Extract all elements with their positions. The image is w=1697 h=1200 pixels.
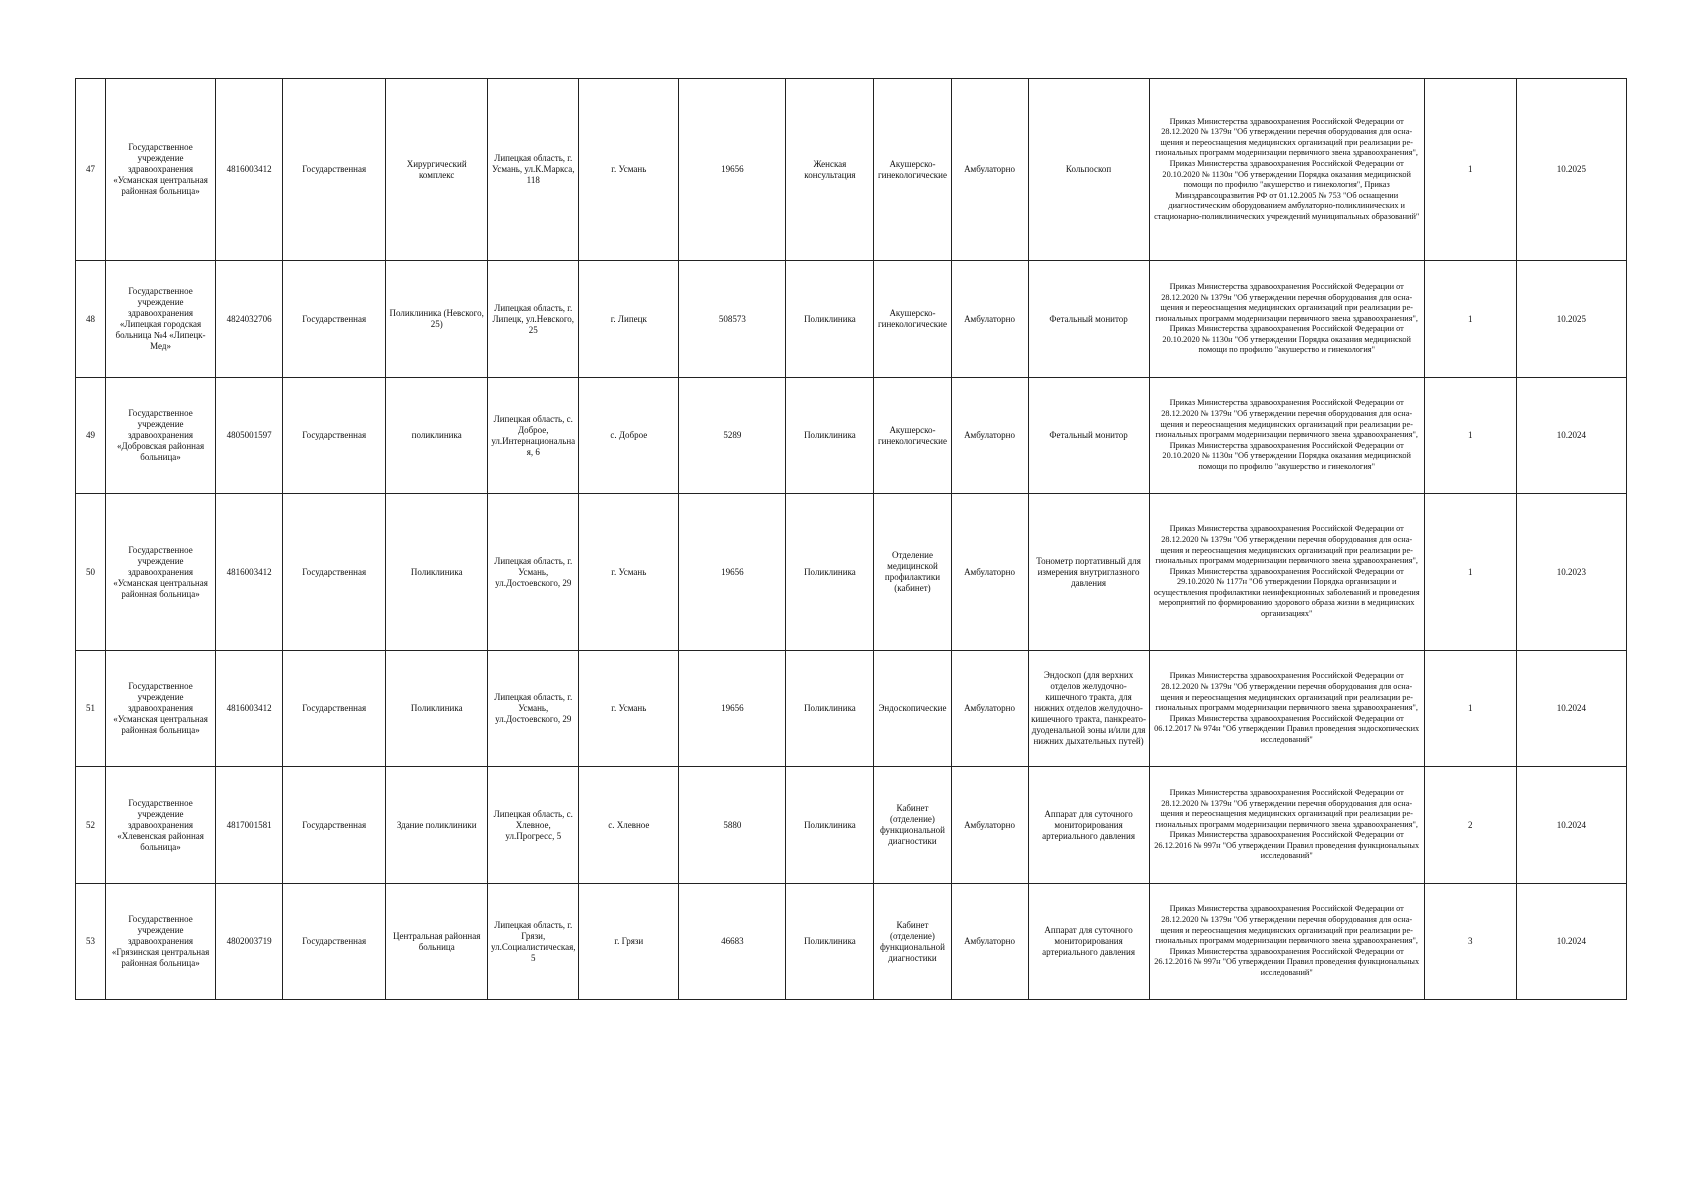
population: 5289 xyxy=(679,378,786,494)
delivery-date: 10.2024 xyxy=(1516,378,1626,494)
population: 19656 xyxy=(679,79,786,261)
quantity: 2 xyxy=(1424,767,1516,884)
address: Липецкая область, г. Липецк, ул.Невского, 25 xyxy=(488,261,579,378)
delivery-date: 10.2025 xyxy=(1516,79,1626,261)
row-number: 48 xyxy=(76,261,106,378)
medical-profile: Кабинет (отделение) функциональной диагностики xyxy=(874,767,951,884)
quantity: 3 xyxy=(1424,884,1516,1000)
table-row xyxy=(76,261,1627,378)
institution-name: Государственное учреждение здравоохранения «Хлевенская районная больница» xyxy=(106,767,216,884)
quantity: 1 xyxy=(1424,378,1516,494)
locality: с. Доброе xyxy=(579,378,679,494)
inn-code: 4805001597 xyxy=(216,378,283,494)
institution-name: Государственное учреждение здравоохранения «Липецкая городская больница №4 «Липецк-Мед» xyxy=(106,261,216,378)
medical-profile: Акушерско-гинекологические xyxy=(874,261,951,378)
care-type: Амбулаторно xyxy=(951,261,1028,378)
inn-code: 4817001581 xyxy=(216,767,283,884)
ownership-form: Государственная xyxy=(283,767,386,884)
population: 46683 xyxy=(679,884,786,1000)
building-name: Центральная районная больница xyxy=(386,884,488,1000)
building-name: Хирургический комплекс xyxy=(386,79,488,261)
population: 19656 xyxy=(679,651,786,767)
care-type: Амбулаторно xyxy=(951,767,1028,884)
unit-name: Поликлиника xyxy=(786,378,874,494)
ownership-form: Государственная xyxy=(283,261,386,378)
equipment-name: Кольпоскоп xyxy=(1028,79,1149,261)
table-row xyxy=(76,651,1627,767)
ownership-form: Государственная xyxy=(283,79,386,261)
equipment-name: Фетальный монитор xyxy=(1028,378,1149,494)
quantity: 1 xyxy=(1424,651,1516,767)
building-name: Поликлиника xyxy=(386,651,488,767)
address: Липецкая область, г. Усмань, ул.Достоевского, 29 xyxy=(488,651,579,767)
delivery-date: 10.2023 xyxy=(1516,494,1626,651)
row-number: 51 xyxy=(76,651,106,767)
unit-name: Поликлиника xyxy=(786,261,874,378)
medical-profile: Акушерско-гинекологические xyxy=(874,378,951,494)
row-number: 52 xyxy=(76,767,106,884)
table-row xyxy=(76,378,1627,494)
inn-code: 4816003412 xyxy=(216,494,283,651)
equipment-name: Аппарат для суточного мониторирования артериального давления xyxy=(1028,767,1149,884)
inn-code: 4816003412 xyxy=(216,651,283,767)
equipment-name: Фетальный монитор xyxy=(1028,261,1149,378)
unit-name: Женская консультация xyxy=(786,79,874,261)
ownership-form: Государственная xyxy=(283,494,386,651)
population: 5880 xyxy=(679,767,786,884)
medical-profile: Отделение медицинской профилактики (кабинет) xyxy=(874,494,951,651)
locality: г. Усмань xyxy=(579,79,679,261)
inn-code: 4816003412 xyxy=(216,79,283,261)
medical-profile: Эндоскопические xyxy=(874,651,951,767)
inn-code: 4824032706 xyxy=(216,261,283,378)
institution-name: Государственное учреждение здравоохранения «Добровская районная больница» xyxy=(106,378,216,494)
population: 508573 xyxy=(679,261,786,378)
building-name: Поликлиника (Невского, 25) xyxy=(386,261,488,378)
legal-basis: Приказ Министерства здравоохранения Российской Федерации от 28.12.2020 № 1379н "Об утверждении перечня оборудования для осна-щения и переоснащения медицинских организаций при реализации ре-гиональных программ модернизации первичного звена здравоохранения", Приказ Министерства здравоохранения Российской Федерации от 26.12.2016 № 997н "Об утверждении Правил проведения функциональных исследований" xyxy=(1149,767,1424,884)
care-type: Амбулаторно xyxy=(951,494,1028,651)
unit-name: Поликлиника xyxy=(786,884,874,1000)
legal-basis: Приказ Министерства здравоохранения Российской Федерации от 28.12.2020 № 1379н "Об утверждении перечня оборудования для осна-щения и переоснащения медицинских организаций при реализации ре-гиональных программ модернизации первичного звена здравоохранения", Приказ Министерства здравоохранения Российской Федерации от 29.10.2020 № 1177н "Об утверждении Порядка организации и осуществления профилактики неинфекционных заболеваний и проведения мероприятий по формированию здорового образа жизни в медицинских организациях" xyxy=(1149,494,1424,651)
ownership-form: Государственная xyxy=(283,378,386,494)
equipment-name: Эндоскоп (для верхних отделов желудочно-кишечного тракта, для нижних отделов желудочно-кишечного тракта, панкреато-дуоденальной зоны и/или для нижних дыхательных путей) xyxy=(1028,651,1149,767)
ownership-form: Государственная xyxy=(283,884,386,1000)
delivery-date: 10.2024 xyxy=(1516,651,1626,767)
table-row xyxy=(76,494,1627,651)
locality: г. Липецк xyxy=(579,261,679,378)
quantity: 1 xyxy=(1424,79,1516,261)
population: 19656 xyxy=(679,494,786,651)
row-number: 47 xyxy=(76,79,106,261)
legal-basis: Приказ Министерства здравоохранения Российской Федерации от 28.12.2020 № 1379н "Об утверждении перечня оборудования для осна-щения и переоснащения медицинских организаций при реализации ре-гиональных программ модернизации первичного звена здравоохранения", Приказ Министерства здравоохранения Российской Федерации от 20.10.2020 № 1130н "Об утверждении Порядка оказания медицинской помощи по профилю "акушерство и гинекология", Приказ Минздравсоцразвития РФ от 01.12.2005 № 753 "Об оснащении диагностическим оборудованием амбулаторно-поликлинических и стационарно-поликлинических учреждений муниципальных образований" xyxy=(1149,79,1424,261)
care-type: Амбулаторно xyxy=(951,79,1028,261)
address: Липецкая область, г. Грязи, ул.Социалистическая, 5 xyxy=(488,884,579,1000)
address: Липецкая область, г. Усмань, ул.К.Маркса, 118 xyxy=(488,79,579,261)
locality: г. Усмань xyxy=(579,494,679,651)
legal-basis: Приказ Министерства здравоохранения Российской Федерации от 28.12.2020 № 1379н "Об утверждении перечня оборудования для осна-щения и переоснащения медицинских организаций при реализации ре-гиональных программ модернизации первичного звена здравоохранения", Приказ Министерства здравоохранения Российской Федерации от 20.10.2020 № 1130н "Об утверждении Порядка оказания медицинской помощи по профилю "акушерство и гинекология" xyxy=(1149,378,1424,494)
address: Липецкая область, с. Хлевное, ул.Прогресс, 5 xyxy=(488,767,579,884)
ownership-form: Государственная xyxy=(283,651,386,767)
row-number: 53 xyxy=(76,884,106,1000)
delivery-date: 10.2024 xyxy=(1516,884,1626,1000)
document-page xyxy=(75,78,1627,1000)
locality: г. Грязи xyxy=(579,884,679,1000)
unit-name: Поликлиника xyxy=(786,651,874,767)
medical-profile: Кабинет (отделение) функциональной диагностики xyxy=(874,884,951,1000)
quantity: 1 xyxy=(1424,261,1516,378)
legal-basis: Приказ Министерства здравоохранения Российской Федерации от 28.12.2020 № 1379н "Об утверждении перечня оборудования для осна-щения и переоснащения медицинских организаций при реализации ре-гиональных программ модернизации первичного звена здравоохранения", Приказ Министерства здравоохранения Российской Федерации от 26.12.2016 № 997н "Об утверждении Правил проведения функциональных исследований" xyxy=(1149,884,1424,1000)
institution-name: Государственное учреждение здравоохранения «Усманская центральная районная больница» xyxy=(106,79,216,261)
delivery-date: 10.2025 xyxy=(1516,261,1626,378)
care-type: Амбулаторно xyxy=(951,378,1028,494)
locality: г. Усмань xyxy=(579,651,679,767)
institution-name: Государственное учреждение здравоохранения «Грязинская центральная районная больница» xyxy=(106,884,216,1000)
medical-profile: Акушерско-гинекологические xyxy=(874,79,951,261)
quantity: 1 xyxy=(1424,494,1516,651)
locality: с. Хлевное xyxy=(579,767,679,884)
care-type: Амбулаторно xyxy=(951,884,1028,1000)
address: Липецкая область, г. Усмань, ул.Достоевского, 29 xyxy=(488,494,579,651)
table-row xyxy=(76,884,1627,1000)
row-number: 49 xyxy=(76,378,106,494)
institution-name: Государственное учреждение здравоохранения «Усманская центральная районная больница» xyxy=(106,494,216,651)
building-name: Поликлиника xyxy=(386,494,488,651)
unit-name: Поликлиника xyxy=(786,767,874,884)
inn-code: 4802003719 xyxy=(216,884,283,1000)
care-type: Амбулаторно xyxy=(951,651,1028,767)
unit-name: Поликлиника xyxy=(786,494,874,651)
address: Липецкая область, с. Доброе, ул.Интернациональная, 6 xyxy=(488,378,579,494)
table-row xyxy=(76,79,1627,261)
building-name: поликлиника xyxy=(386,378,488,494)
equipment-name: Аппарат для суточного мониторирования артериального давления xyxy=(1028,884,1149,1000)
legal-basis: Приказ Министерства здравоохранения Российской Федерации от 28.12.2020 № 1379н "Об утверждении перечня оборудования для осна-щения и переоснащения медицинских организаций при реализации ре-гиональных программ модернизации первичного звена здравоохранения", Приказ Министерства здравоохранения Российской Федерации от 06.12.2017 № 974н "Об утверждении Правил проведения эндоскопических исследований" xyxy=(1149,651,1424,767)
institution-name: Государственное учреждение здравоохранения «Усманская центральная районная больница» xyxy=(106,651,216,767)
delivery-date: 10.2024 xyxy=(1516,767,1626,884)
table-row xyxy=(76,767,1627,884)
legal-basis: Приказ Министерства здравоохранения Российской Федерации от 28.12.2020 № 1379н "Об утверждении перечня оборудования для осна-щения и переоснащения медицинских организаций при реализации ре-гиональных программ модернизации первичного звена здравоохранения", Приказ Министерства здравоохранения Российской Федерации от 20.10.2020 № 1130н "Об утверждении Порядка оказания медицинской помощи по профилю "акушерство и гинекология" xyxy=(1149,261,1424,378)
equipment-name: Тонометр портативный для измерения внутриглазного давления xyxy=(1028,494,1149,651)
row-number: 50 xyxy=(76,494,106,651)
equipment-table xyxy=(75,78,1627,1000)
building-name: Здание поликлиники xyxy=(386,767,488,884)
